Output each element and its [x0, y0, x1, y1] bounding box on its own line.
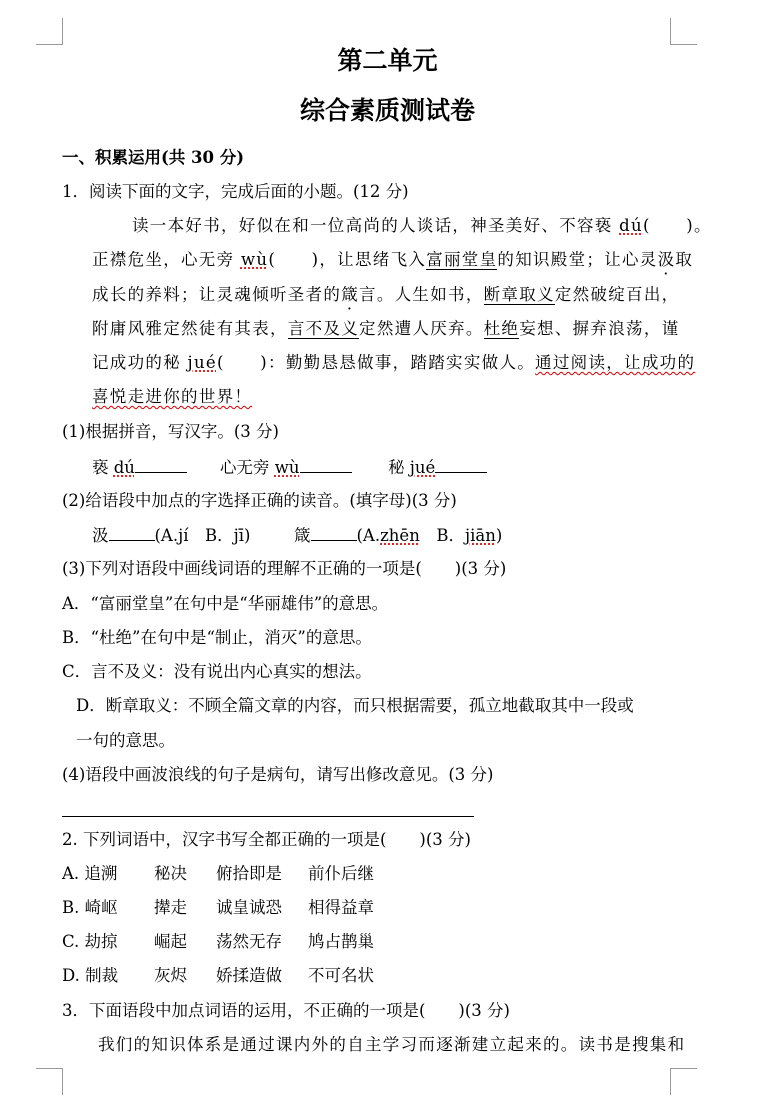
passage-line-3: 成长的养料；让灵魂倾听圣者的箴言。人生如书，断章取义定然破绽百出，: [92, 285, 680, 304]
section-heading: 一、积累运用(共 30 分): [62, 148, 245, 167]
q3-passage-line-1: 我们的知识体系是通过课内外的自主学习而逐渐建立起来的。读书是搜集和: [98, 1035, 686, 1054]
sub1-item-wu: 心无旁 wù: [220, 456, 352, 479]
sub3-option-d-cont: 一句的意思。: [76, 731, 175, 750]
answer-blank[interactable]: [311, 524, 357, 541]
passage-line-1: 读一本好书，好似在和一位高尚的人谈话，神圣美好、不容亵 dú( )。: [132, 216, 712, 235]
answer-blank[interactable]: [135, 456, 187, 473]
passage-line-4: 附庸风雅定然徒有其表，言不及义定然遭人厌弃。杜绝妄想、摒弃浪荡，谨: [92, 319, 680, 338]
sub3-option-c: C．言不及义：没有说出内心真实的想法。: [62, 662, 372, 681]
q2-option-b: B. 崎岖 撵走 诚皇诚恐 相得益章: [62, 898, 374, 917]
q2-option-c: C. 劫掠 崛起 荡然无存 鸠占鹊巢: [62, 932, 374, 951]
sub2-item-ji: 汲 (A.jí B．jī): [92, 526, 251, 545]
answer-blank[interactable]: [300, 456, 352, 473]
q1-stem: 1．阅读下面的文字，完成后面的小题。(12 分): [62, 182, 409, 201]
sub3-option-a: A．“富丽堂皇”在句中是“华丽雄伟”的意思。: [62, 594, 389, 613]
crop-mark-top-left: [36, 18, 63, 45]
q2-option-d: D. 制裁 灰烬 娇揉造做 不可名状: [62, 966, 374, 985]
sub3-option-b: B．“杜绝”在句中是“制止，消灭”的意思。: [62, 628, 372, 647]
answer-blank[interactable]: [109, 524, 155, 541]
sub-question-1: (1)根据拼音，写汉字。(3 分): [62, 422, 279, 441]
passage-line-2: 正襟危坐，心无旁 wù( )，让思绪飞入富丽堂皇的知识殿堂；让心灵汲取: [92, 250, 694, 269]
crop-mark-bottom-left: [36, 1068, 63, 1095]
passage-line-5: 记成功的秘 jué( )：勤勤恳恳做事，踏踏实实做人。通过阅读，让成功的: [92, 353, 696, 372]
answer-blank[interactable]: [435, 456, 487, 473]
sub-question-3: (3)下列对语段中画线词语的理解不正确的一项是( )(3 分): [62, 559, 507, 578]
unit-heading: 第二单元: [337, 46, 438, 75]
sub1-item-du: 亵 dú: [92, 456, 187, 479]
passage-line-6: 喜悦走进你的世界！: [92, 387, 253, 406]
sub-question-2: (2)给语段中加点的字选择正确的读音。(填字母)(3 分): [62, 491, 457, 510]
sub1-item-jue: 秘 jué: [388, 456, 487, 479]
q3-stem: 3．下面语段中加点词语的运用，不正确的一项是( )(3 分): [62, 1001, 510, 1020]
q2-option-a: A. 追溯 秘决 俯拾即是 前仆后继: [62, 864, 374, 883]
answer-line[interactable]: [62, 816, 474, 817]
crop-mark-bottom-right: [670, 1068, 697, 1095]
q2-stem: 2. 下列词语中，汉字书写全都正确的一项是( )(3 分): [62, 830, 471, 849]
sub2-item-zhen: 箴 (A.zhēn B．jiān): [294, 526, 503, 545]
sub-question-4: (4)语段中画波浪线的句子是病句，请写出修改意见。(3 分): [62, 765, 494, 784]
crop-mark-top-right: [670, 18, 697, 45]
test-title: 综合素质测试卷: [299, 96, 475, 125]
sub3-option-d: D．断章取义：不顾全篇文章的内容，而只根据需要，孤立地截取其中一段或: [76, 696, 634, 715]
